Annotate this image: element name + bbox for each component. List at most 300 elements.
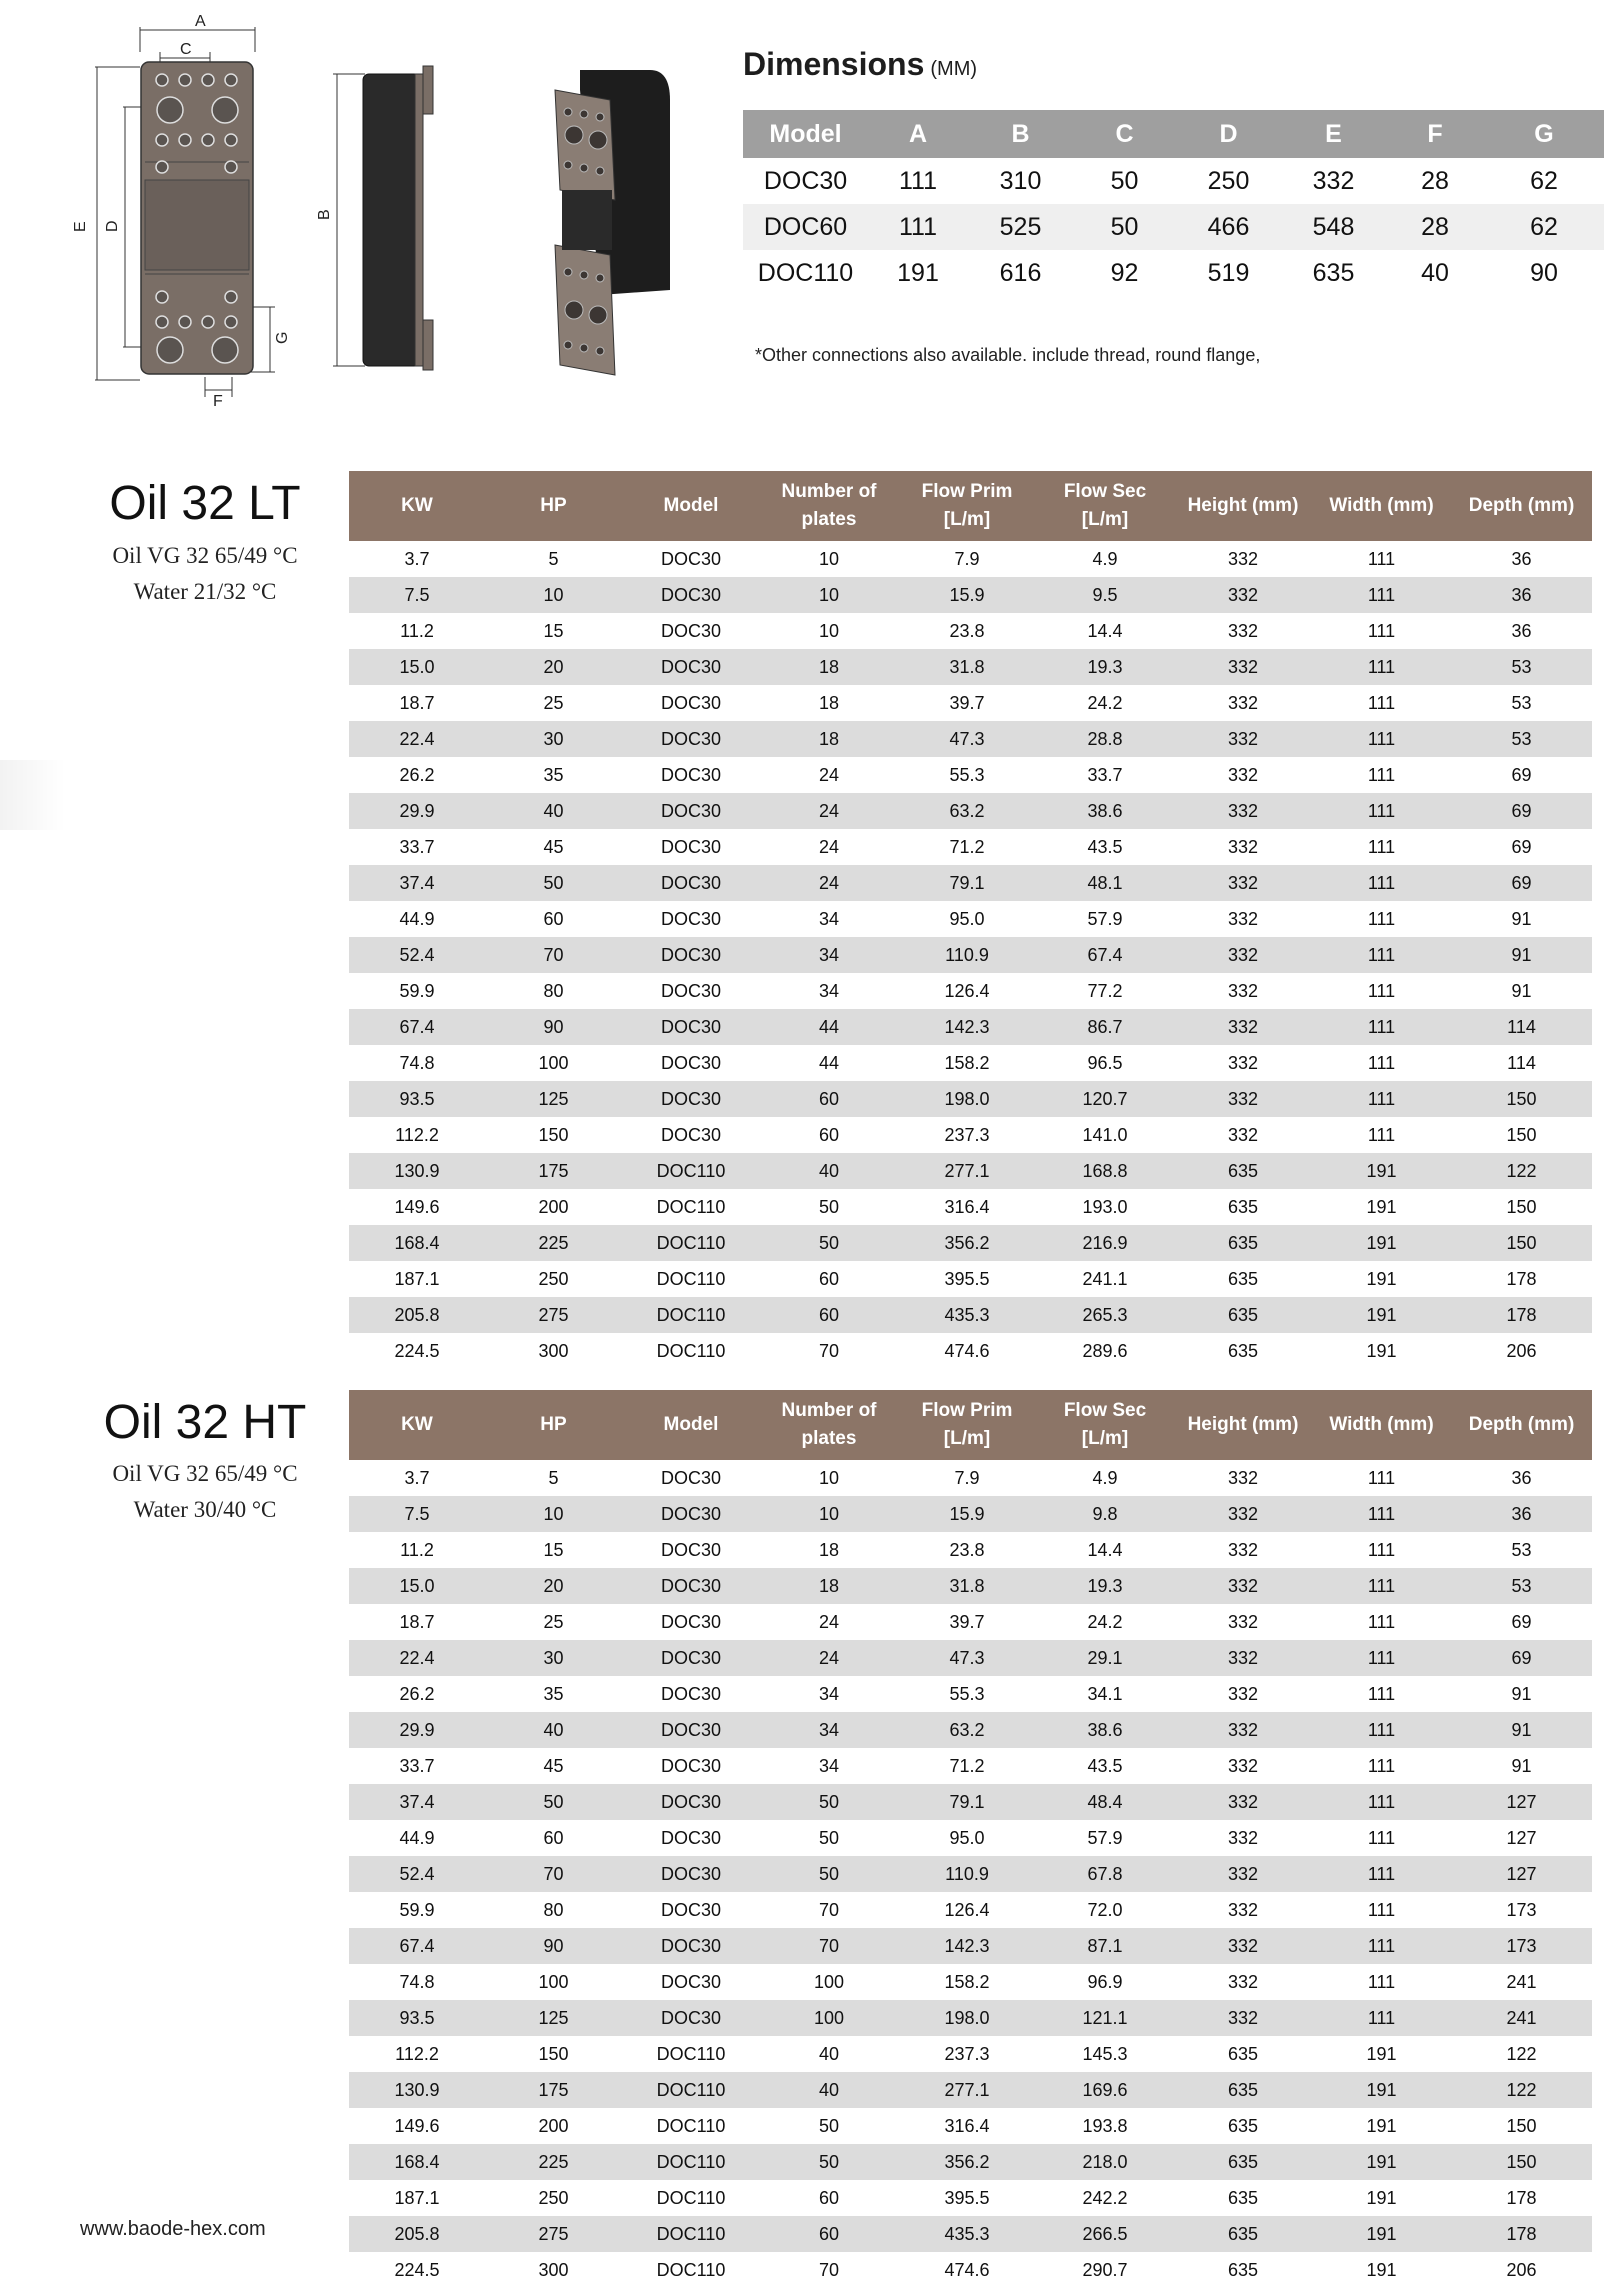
- performance-cell: DOC30: [660, 1611, 722, 1632]
- performance-row: [349, 1676, 1592, 1712]
- performance-cell: 100: [538, 1052, 569, 1073]
- dimensions-body: [743, 158, 1604, 296]
- performance-cell: DOC30: [660, 908, 722, 929]
- performance-cell: 178: [1506, 2187, 1537, 2208]
- performance-cell: 53: [1511, 692, 1532, 713]
- performance-cell: 4.9: [1092, 548, 1118, 569]
- performance-cell: DOC30: [660, 1755, 722, 1776]
- performance-cell: DOC30: [660, 692, 722, 713]
- performance-row: [349, 829, 1592, 865]
- dimensions-cell: 62: [1530, 166, 1558, 195]
- performance-cell: 18: [818, 1539, 840, 1560]
- performance-cell: 193.0: [1082, 1196, 1128, 1217]
- performance-cell: 158.2: [944, 1052, 990, 1073]
- performance-cell: 356.2: [898, 2144, 1036, 2180]
- dimensions-cell: DOC110: [757, 258, 854, 287]
- label-a: A: [195, 13, 206, 30]
- performance-header-cell: Flow Prim [L/m]: [898, 471, 1036, 541]
- performance-cell: 67.4: [349, 1928, 485, 1964]
- performance-cell: DOC110: [656, 2259, 726, 2280]
- performance-cell: 127: [1451, 1784, 1592, 1820]
- performance-row: [349, 613, 1592, 649]
- performance-cell: 635: [1174, 1153, 1312, 1189]
- performance-row: [349, 2000, 1592, 2036]
- performance-cell: 300: [538, 2259, 569, 2280]
- performance-cell: DOC30: [660, 1124, 722, 1145]
- performance-cell: 11.2: [400, 1539, 434, 1560]
- performance-cell: 198.0: [898, 2000, 1036, 2036]
- performance-cell: 23.8: [949, 1539, 985, 1560]
- performance-cell: 60: [760, 1081, 898, 1117]
- performance-cell: 250: [538, 2187, 569, 2208]
- performance-cell: 10: [485, 577, 622, 613]
- performance-row: [349, 2216, 1592, 2252]
- performance-cell: DOC110: [656, 1196, 726, 1217]
- performance-cell: 435.3: [898, 2216, 1036, 2252]
- performance-cell: 114: [1507, 1052, 1536, 1073]
- dimensions-heading: [743, 46, 977, 83]
- performance-cell: 91: [1511, 980, 1532, 1001]
- performance-cell: 74.8: [399, 1052, 435, 1073]
- performance-cell: 24.2: [1087, 1611, 1123, 1632]
- performance-cell: 332: [1227, 1611, 1259, 1632]
- performance-cell: 70: [485, 937, 622, 973]
- performance-cell: 111: [1312, 865, 1451, 901]
- performance-header-cell: Depth (mm): [1451, 1390, 1592, 1460]
- performance-cell: 395.5: [944, 1268, 990, 1289]
- dimensions-header-cell: B: [968, 110, 1073, 158]
- performance-cell: 93.5: [349, 2000, 485, 2036]
- performance-cell: 149.6: [394, 1196, 440, 1217]
- dimensions-cell: 616: [999, 258, 1042, 287]
- performance-cell: 45: [543, 836, 564, 857]
- performance-cell: 44.9: [399, 908, 435, 929]
- performance-cell: 111: [1312, 1856, 1451, 1892]
- performance-cell: 9.5: [1036, 577, 1174, 613]
- performance-cell: 34: [818, 908, 840, 929]
- performance-cell: 91: [1511, 1683, 1532, 1704]
- performance-header-cell: HP: [485, 1390, 622, 1460]
- performance-cell: 266.5: [1036, 2216, 1174, 2252]
- performance-cell: 191: [1366, 2259, 1397, 2280]
- performance-cell: 121.1: [1036, 2000, 1174, 2036]
- performance-cell: DOC30: [622, 2000, 760, 2036]
- performance-cell: 111: [1312, 649, 1451, 685]
- performance-cell: 175: [485, 2072, 622, 2108]
- performance-cell: 90: [485, 1009, 622, 1045]
- performance-cell: 635: [1174, 1297, 1312, 1333]
- performance-cell: 100: [760, 2000, 898, 2036]
- performance-row: [349, 1748, 1592, 1784]
- performance-cell: DOC30: [622, 1640, 760, 1676]
- dimensions-cell: DOC60: [743, 204, 868, 250]
- dimensions-cell: 191: [897, 258, 939, 287]
- performance-cell: 150: [538, 1124, 569, 1145]
- label-c: C: [180, 41, 192, 58]
- performance-cell: 48.1: [1036, 865, 1174, 901]
- performance-cell: 36: [1451, 577, 1592, 613]
- performance-cell: 47.3: [898, 1640, 1036, 1676]
- dimensions-cell: 90: [1530, 258, 1558, 287]
- performance-cell: DOC30: [622, 1081, 760, 1117]
- performance-cell: 5: [548, 548, 559, 569]
- performance-cell: 7.5: [349, 577, 485, 613]
- performance-cell: 111: [1312, 1712, 1451, 1748]
- performance-header-cell: KW: [349, 471, 485, 541]
- performance-cell: 110.9: [898, 1856, 1036, 1892]
- performance-cell: 332: [1174, 793, 1312, 829]
- performance-cell: 77.2: [1087, 980, 1123, 1001]
- performance-cell: 111: [1367, 1539, 1396, 1560]
- performance-cell: 241.1: [1082, 1268, 1128, 1289]
- dimensions-cell: 111: [898, 166, 937, 195]
- performance-cell: 169.6: [1036, 2072, 1174, 2108]
- dimensions-header-cell: F: [1386, 110, 1484, 158]
- performance-cell: 635: [1227, 2043, 1259, 2064]
- performance-cell: 4.9: [1092, 1467, 1118, 1488]
- performance-cell: 44: [818, 1052, 840, 1073]
- performance-cell: 277.1: [898, 2072, 1036, 2108]
- performance-cell: 127: [1451, 1856, 1592, 1892]
- performance-cell: 24.2: [1087, 692, 1123, 713]
- performance-cell: 112.2: [395, 2043, 439, 2064]
- performance-cell: 150: [1506, 1196, 1537, 1217]
- performance-header-cell: Number of plates: [760, 1390, 898, 1460]
- performance-cell: DOC30: [622, 865, 760, 901]
- dimensions-table: [743, 110, 1604, 296]
- performance-cell: 635: [1174, 2144, 1312, 2180]
- performance-cell: 191: [1366, 2043, 1397, 2064]
- performance-cell: 39.7: [949, 692, 985, 713]
- performance-cell: 50: [760, 2144, 898, 2180]
- performance-cell: 15.9: [898, 1496, 1036, 1532]
- label-g: G: [274, 331, 291, 344]
- label-b: B: [316, 209, 333, 220]
- performance-cell: 332: [1227, 1467, 1259, 1488]
- dimensions-cell: 50: [1073, 204, 1176, 250]
- performance-cell: 356.2: [898, 1225, 1036, 1261]
- performance-cell: 198.0: [898, 1081, 1036, 1117]
- performance-header-cell: Model: [622, 1390, 760, 1460]
- dimensions-header-row: [743, 110, 1604, 158]
- performance-cell: 332: [1174, 1568, 1312, 1604]
- performance-cell: 145.3: [1082, 2043, 1128, 2064]
- performance-cell: 150: [1506, 1124, 1537, 1145]
- performance-cell: 275: [485, 1297, 622, 1333]
- performance-cell: 111: [1367, 1124, 1396, 1145]
- performance-cell: 48.4: [1036, 1784, 1174, 1820]
- performance-cell: DOC110: [622, 1225, 760, 1261]
- performance-cell: 332: [1227, 548, 1259, 569]
- performance-row: [349, 793, 1592, 829]
- performance-cell: 142.3: [898, 1009, 1036, 1045]
- performance-cell: 38.6: [1036, 793, 1174, 829]
- performance-header-cell: Flow Prim [L/m]: [898, 1390, 1036, 1460]
- performance-row: [349, 1225, 1592, 1261]
- section-subtitle-water-lt: Water 21/32 °C: [133, 579, 277, 604]
- performance-cell: 111: [1312, 1784, 1451, 1820]
- performance-cell: 474.6: [944, 1340, 990, 1361]
- dimensions-cell: 310: [999, 166, 1042, 195]
- dimensions-row: [743, 204, 1604, 250]
- performance-cell: 67.8: [1036, 1856, 1174, 1892]
- performance-cell: 130.9: [349, 1153, 485, 1189]
- dimensions-row: [743, 250, 1604, 296]
- performance-cell: 93.5: [349, 1081, 485, 1117]
- performance-cell: 111: [1367, 1827, 1396, 1848]
- dimensions-cell: 635: [1312, 258, 1355, 287]
- performance-cell: 10: [818, 548, 840, 569]
- performance-cell: 57.9: [1087, 908, 1123, 929]
- performance-body: [349, 541, 1592, 1369]
- performance-cell: 53: [1451, 1568, 1592, 1604]
- performance-cell: 111: [1312, 1568, 1451, 1604]
- performance-cell: 33.7: [399, 1755, 435, 1776]
- dimensions-cell: 40: [1421, 258, 1449, 287]
- performance-cell: 175: [485, 1153, 622, 1189]
- performance-cell: 635: [1227, 1196, 1259, 1217]
- performance-cell: 60: [818, 1268, 840, 1289]
- performance-cell: 86.7: [1036, 1009, 1174, 1045]
- performance-cell: 36: [1451, 1496, 1592, 1532]
- performance-cell: 205.8: [349, 1297, 485, 1333]
- performance-cell: 191: [1312, 1297, 1451, 1333]
- performance-cell: 241: [1506, 1971, 1537, 1992]
- performance-cell: 24: [818, 1611, 840, 1632]
- performance-row: [349, 1820, 1592, 1856]
- performance-row: [349, 1460, 1592, 1496]
- performance-cell: 225: [485, 1225, 622, 1261]
- performance-cell: 34: [818, 1683, 840, 1704]
- performance-cell: 635: [1227, 2259, 1259, 2280]
- label-e: E: [72, 221, 89, 232]
- website-url: www.baode-hex.com: [80, 2218, 266, 2240]
- performance-cell: 191: [1312, 2072, 1451, 2108]
- dimensions-cell: 250: [1207, 166, 1250, 195]
- side-view-drawing: [315, 60, 445, 380]
- performance-cell: 91: [1451, 1712, 1592, 1748]
- performance-cell: 30: [485, 721, 622, 757]
- performance-cell: 237.3: [944, 1124, 990, 1145]
- dimensions-cell: 28: [1386, 204, 1484, 250]
- performance-cell: 60: [818, 2187, 840, 2208]
- section-subtitle-oil-ht: Oil VG 32 65/49 °C: [112, 1461, 298, 1486]
- performance-row: [349, 2252, 1592, 2288]
- performance-cell: 35: [543, 764, 564, 785]
- performance-cell: 39.7: [949, 1611, 985, 1632]
- performance-cell: 69: [1451, 793, 1592, 829]
- performance-cell: 91: [1511, 1755, 1532, 1776]
- performance-cell: 24: [818, 764, 840, 785]
- performance-cell: 316.4: [944, 1196, 990, 1217]
- performance-cell: 191: [1312, 1153, 1451, 1189]
- performance-cell: 290.7: [1082, 2259, 1128, 2280]
- performance-cell: 60: [818, 1124, 840, 1145]
- performance-cell: 31.8: [898, 649, 1036, 685]
- performance-cell: 11.2: [400, 620, 434, 641]
- performance-header-cell: KW: [349, 1390, 485, 1460]
- performance-cell: 69: [1451, 865, 1592, 901]
- performance-row: [349, 1712, 1592, 1748]
- performance-cell: 332: [1227, 908, 1259, 929]
- dimensions-cell: 332: [1312, 166, 1355, 195]
- performance-cell: 50: [818, 1196, 840, 1217]
- performance-cell: 40: [818, 2043, 840, 2064]
- performance-cell: 14.4: [1087, 620, 1123, 641]
- performance-cell: 15.9: [898, 577, 1036, 613]
- performance-cell: 173: [1451, 1928, 1592, 1964]
- performance-cell: 224.5: [394, 2259, 440, 2280]
- dimensions-cell: 548: [1281, 204, 1386, 250]
- performance-row: [349, 2180, 1592, 2216]
- performance-row: [349, 1856, 1592, 1892]
- performance-cell: 18.7: [399, 692, 435, 713]
- performance-cell: 10: [760, 1496, 898, 1532]
- performance-cell: DOC110: [622, 2144, 760, 2180]
- dimensions-header-cell: C: [1073, 110, 1176, 158]
- performance-header-cell: Flow Sec [L/m]: [1036, 1390, 1174, 1460]
- performance-cell: 150: [1451, 2144, 1592, 2180]
- performance-cell: 205.8: [349, 2216, 485, 2252]
- performance-cell: 5: [548, 1467, 559, 1488]
- performance-cell: DOC30: [622, 1928, 760, 1964]
- performance-cell: DOC110: [656, 2187, 726, 2208]
- performance-cell: 111: [1367, 1683, 1396, 1704]
- performance-row: [349, 1297, 1592, 1333]
- performance-cell: 122: [1451, 2072, 1592, 2108]
- performance-cell: 474.6: [944, 2259, 990, 2280]
- performance-cell: 150: [1451, 1081, 1592, 1117]
- performance-cell: 31.8: [898, 1568, 1036, 1604]
- performance-cell: 34: [818, 1755, 840, 1776]
- performance-cell: 69: [1511, 764, 1532, 785]
- performance-cell: 300: [538, 1340, 569, 1361]
- performance-header-row: [349, 1390, 1592, 1460]
- performance-header-cell: HP: [485, 471, 622, 541]
- performance-cell: 332: [1227, 1539, 1259, 1560]
- performance-cell: DOC110: [656, 1268, 726, 1289]
- performance-cell: 45: [543, 1755, 564, 1776]
- performance-row: [349, 1261, 1592, 1297]
- performance-cell: 191: [1366, 2187, 1397, 2208]
- performance-cell: 71.2: [949, 836, 985, 857]
- performance-cell: 332: [1174, 865, 1312, 901]
- performance-cell: 50: [485, 1784, 622, 1820]
- performance-cell: 635: [1227, 2115, 1259, 2136]
- performance-cell: 60: [760, 1297, 898, 1333]
- performance-cell: 29.9: [349, 1712, 485, 1748]
- performance-cell: 126.4: [944, 1899, 990, 1920]
- performance-cell: 332: [1174, 1784, 1312, 1820]
- performance-cell: 33.7: [1087, 764, 1123, 785]
- performance-header-cell: Height (mm): [1174, 471, 1312, 541]
- dimensions-title: Dimensions: [743, 46, 925, 82]
- performance-cell: 22.4: [349, 721, 485, 757]
- performance-cell: 332: [1227, 1971, 1259, 1992]
- performance-cell: 141.0: [1082, 1124, 1128, 1145]
- performance-cell: 90: [485, 1928, 622, 1964]
- performance-row: [349, 541, 1592, 577]
- performance-cell: 130.9: [349, 2072, 485, 2108]
- performance-cell: 111: [1367, 1052, 1396, 1073]
- performance-cell: 224.5: [394, 1340, 440, 1361]
- performance-cell: DOC30: [660, 1899, 722, 1920]
- performance-cell: 111: [1312, 1081, 1451, 1117]
- section-title-ht: Oil 32 HT: [103, 1396, 307, 1449]
- performance-cell: 635: [1227, 2187, 1259, 2208]
- performance-cell: 250: [538, 1268, 569, 1289]
- performance-cell: 53: [1511, 1539, 1532, 1560]
- performance-cell: 67.4: [1036, 937, 1174, 973]
- dimensions-cell: 92: [1110, 258, 1139, 287]
- performance-cell: 635: [1174, 2216, 1312, 2252]
- dimensions-cell: 62: [1484, 204, 1604, 250]
- performance-cell: 122: [1451, 1153, 1592, 1189]
- performance-row: [349, 1009, 1592, 1045]
- performance-row: [349, 1784, 1592, 1820]
- label-f: F: [213, 393, 223, 410]
- performance-cell: 26.2: [399, 764, 435, 785]
- performance-cell: DOC30: [622, 649, 760, 685]
- performance-cell: 111: [1367, 1755, 1396, 1776]
- performance-cell: DOC110: [622, 1153, 760, 1189]
- performance-cell: 50: [485, 865, 622, 901]
- performance-cell: 206: [1506, 1340, 1537, 1361]
- performance-cell: 332: [1227, 980, 1259, 1001]
- performance-cell: 635: [1174, 1225, 1312, 1261]
- performance-row: [349, 937, 1592, 973]
- performance-cell: 225: [485, 2144, 622, 2180]
- performance-cell: 122: [1506, 2043, 1537, 2064]
- dimensions-unit: (MM): [930, 58, 978, 80]
- performance-row: [349, 1153, 1592, 1189]
- performance-cell: 275: [485, 2216, 622, 2252]
- dimensions-header-cell: E: [1281, 110, 1386, 158]
- performance-header-cell: Depth (mm): [1451, 471, 1592, 541]
- performance-row: [349, 685, 1592, 721]
- performance-cell: 277.1: [898, 1153, 1036, 1189]
- performance-cell: 50: [760, 1225, 898, 1261]
- performance-cell: 70: [760, 1928, 898, 1964]
- performance-header-cell: Number of plates: [760, 471, 898, 541]
- isometric-drawing: [540, 60, 700, 385]
- dimensions-header-cell: A: [868, 110, 968, 158]
- performance-cell: 3.7: [404, 548, 430, 569]
- performance-cell: 332: [1174, 649, 1312, 685]
- performance-header-cell: Width (mm): [1312, 471, 1451, 541]
- performance-cell: DOC30: [622, 1009, 760, 1045]
- performance-cell: 111: [1367, 620, 1396, 641]
- performance-cell: 191: [1366, 1196, 1397, 1217]
- performance-row: [349, 2072, 1592, 2108]
- performance-cell: 111: [1312, 1928, 1451, 1964]
- performance-cell: 158.2: [944, 1971, 990, 1992]
- performance-body: [349, 1460, 1592, 2288]
- performance-cell: 241: [1451, 2000, 1592, 2036]
- performance-cell: 178: [1506, 1268, 1537, 1289]
- performance-row: [349, 1081, 1592, 1117]
- label-d: D: [104, 220, 121, 232]
- performance-cell: 29.9: [349, 793, 485, 829]
- performance-cell: 111: [1367, 692, 1396, 713]
- performance-cell: DOC30: [660, 1539, 722, 1560]
- performance-cell: 206: [1506, 2259, 1537, 2280]
- dimensions-cell: DOC30: [763, 166, 848, 195]
- performance-cell: 18: [760, 649, 898, 685]
- performance-row: [349, 1928, 1592, 1964]
- performance-cell: 69: [1511, 1611, 1532, 1632]
- performance-cell: 635: [1227, 1268, 1259, 1289]
